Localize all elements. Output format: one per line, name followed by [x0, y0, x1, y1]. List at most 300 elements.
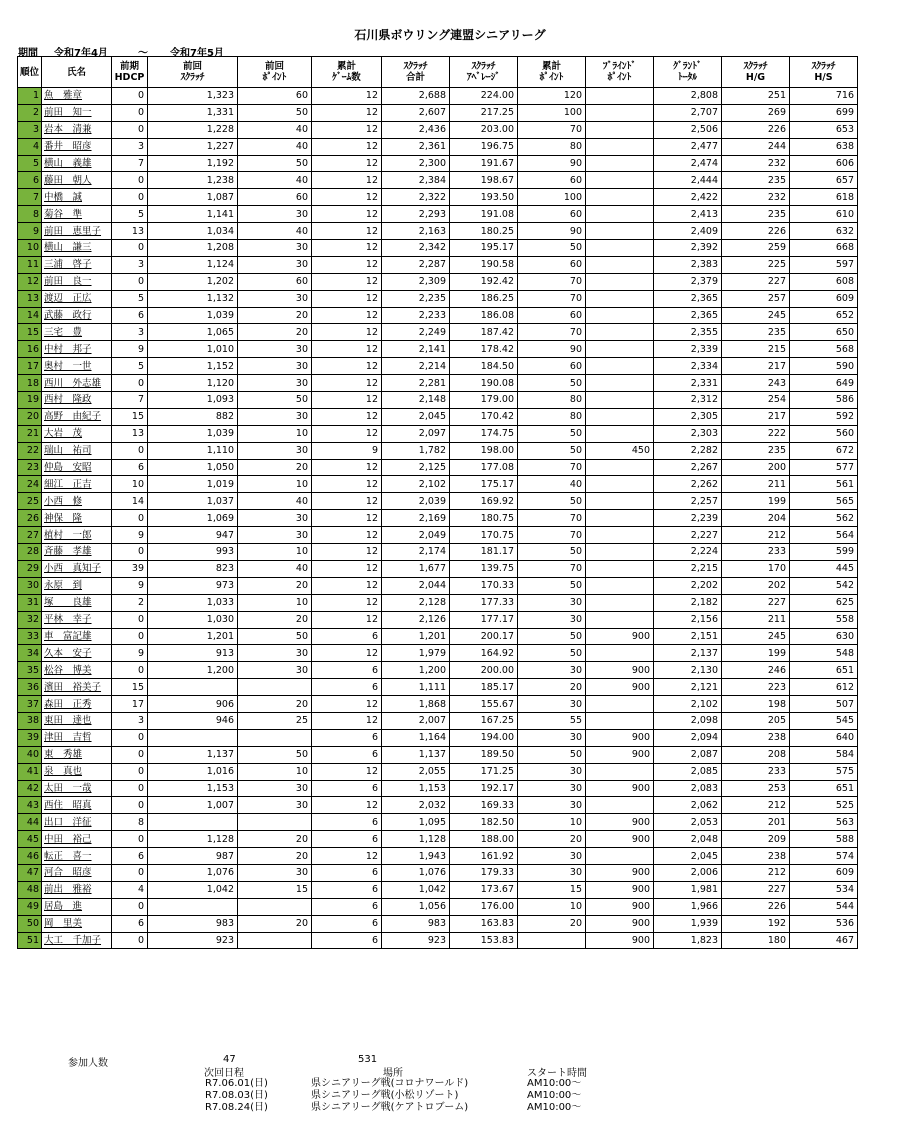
- games-cell: 12: [312, 324, 382, 341]
- point-cell: 50: [518, 493, 586, 510]
- average-cell: 195.17: [450, 240, 518, 257]
- scratch-total-cell: 2,169: [382, 510, 450, 527]
- grand-total-cell: 2,413: [654, 206, 722, 223]
- scratch-total-cell: 2,436: [382, 121, 450, 138]
- prev-point-cell: 40: [238, 121, 312, 138]
- point-cell: 30: [518, 864, 586, 881]
- grand-total-cell: 2,094: [654, 729, 722, 746]
- table-row: [18, 88, 858, 105]
- name-cell: 永原 到: [42, 577, 112, 594]
- point-cell: 30: [518, 729, 586, 746]
- scratch-total-cell: 1,042: [382, 881, 450, 898]
- prev-scratch-cell: 1,128: [148, 831, 238, 848]
- hs-cell: 564: [790, 527, 858, 544]
- prev-point-cell: 30: [238, 375, 312, 392]
- prev-scratch-cell: 946: [148, 712, 238, 729]
- table-row: [18, 476, 858, 493]
- blind-cell: [586, 88, 654, 105]
- hs-cell: 608: [790, 273, 858, 290]
- prev-scratch-cell: 947: [148, 527, 238, 544]
- prev-scratch-cell: 1,120: [148, 375, 238, 392]
- games-cell: 12: [312, 645, 382, 662]
- header-scratch-average: [450, 57, 518, 88]
- point-cell: 80: [518, 408, 586, 425]
- prev-point-cell: 20: [238, 831, 312, 848]
- table-row: [18, 392, 858, 409]
- games-cell: 6: [312, 729, 382, 746]
- blind-cell: [586, 560, 654, 577]
- header-line1: ｸﾞﾗﾝﾄﾞ: [673, 61, 702, 72]
- rank-cell: 25: [18, 493, 42, 510]
- point-cell: 90: [518, 155, 586, 172]
- hs-cell: 699: [790, 104, 858, 121]
- rank-cell: 49: [18, 898, 42, 915]
- name-cell: 前田 知一: [42, 104, 112, 121]
- games-cell: 12: [312, 358, 382, 375]
- grand-total-cell: 2,262: [654, 476, 722, 493]
- rank-cell: 33: [18, 628, 42, 645]
- grand-total-cell: 2,477: [654, 138, 722, 155]
- blind-cell: 900: [586, 746, 654, 763]
- point-cell: 30: [518, 797, 586, 814]
- table-row: [18, 206, 858, 223]
- hs-cell: 640: [790, 729, 858, 746]
- prev-point-cell: 50: [238, 104, 312, 121]
- blind-cell: [586, 611, 654, 628]
- average-cell: 177.17: [450, 611, 518, 628]
- hdcp-cell: 3: [112, 256, 148, 273]
- hdcp-cell: 6: [112, 915, 148, 932]
- header-line1: 前期: [119, 61, 139, 72]
- grand-total-cell: 2,282: [654, 442, 722, 459]
- grand-total-cell: 2,215: [654, 560, 722, 577]
- prev-point-cell: 60: [238, 273, 312, 290]
- prev-scratch-cell: 1,042: [148, 881, 238, 898]
- scratch-total-cell: 2,249: [382, 324, 450, 341]
- grand-total-cell: 2,062: [654, 797, 722, 814]
- blind-cell: [586, 375, 654, 392]
- hs-cell: 548: [790, 645, 858, 662]
- blind-cell: [586, 223, 654, 240]
- hdcp-cell: 0: [112, 780, 148, 797]
- grand-total-cell: 1,939: [654, 915, 722, 932]
- table-row: [18, 814, 858, 831]
- prev-point-cell: 10: [238, 763, 312, 780]
- average-cell: 187.42: [450, 324, 518, 341]
- hg-cell: 212: [722, 797, 790, 814]
- table-header: [18, 57, 858, 88]
- prev-scratch-cell: 1,065: [148, 324, 238, 341]
- grand-total-cell: 2,808: [654, 88, 722, 105]
- table-row: [18, 679, 858, 696]
- average-cell: 153.83: [450, 932, 518, 949]
- prev-scratch-cell: 1,016: [148, 763, 238, 780]
- hg-cell: 259: [722, 240, 790, 257]
- grand-total-cell: 2,048: [654, 831, 722, 848]
- ranking-table: [17, 56, 858, 949]
- rank-cell: 9: [18, 223, 42, 240]
- prev-scratch-cell: 1,124: [148, 256, 238, 273]
- period-from: 令和7年4月: [54, 48, 108, 59]
- prev-scratch-cell: 987: [148, 848, 238, 865]
- schedule-date: R7.06.01(日): [205, 1078, 268, 1089]
- games-cell: 12: [312, 155, 382, 172]
- grand-total-cell: 2,130: [654, 662, 722, 679]
- hdcp-cell: 4: [112, 881, 148, 898]
- hdcp-cell: 5: [112, 290, 148, 307]
- grand-total-cell: 2,305: [654, 408, 722, 425]
- prev-point-cell: 30: [238, 780, 312, 797]
- name-cell: 武藤 政行: [42, 307, 112, 324]
- name-cell: 津田 吉哲: [42, 729, 112, 746]
- prev-scratch-cell: 973: [148, 577, 238, 594]
- blind-cell: [586, 324, 654, 341]
- rank-cell: 39: [18, 729, 42, 746]
- point-cell: 70: [518, 527, 586, 544]
- prev-scratch-cell: 913: [148, 645, 238, 662]
- hs-cell: 652: [790, 307, 858, 324]
- participants-label: 参加人数: [68, 1058, 108, 1069]
- point-cell: 50: [518, 746, 586, 763]
- hs-cell: 558: [790, 611, 858, 628]
- point-cell: 10: [518, 814, 586, 831]
- hs-cell: 590: [790, 358, 858, 375]
- table-row: [18, 155, 858, 172]
- prev-scratch-cell: 1,323: [148, 88, 238, 105]
- hdcp-cell: 0: [112, 273, 148, 290]
- hdcp-cell: 9: [112, 341, 148, 358]
- point-cell: 60: [518, 256, 586, 273]
- hg-cell: 235: [722, 442, 790, 459]
- average-cell: 186.08: [450, 307, 518, 324]
- prev-scratch-cell: 1,201: [148, 628, 238, 645]
- grand-total-cell: 2,267: [654, 459, 722, 476]
- point-cell: 100: [518, 189, 586, 206]
- games-cell: 12: [312, 594, 382, 611]
- hs-cell: 568: [790, 341, 858, 358]
- hdcp-cell: 0: [112, 864, 148, 881]
- hdcp-cell: 0: [112, 898, 148, 915]
- games-cell: 12: [312, 375, 382, 392]
- prev-point-cell: 20: [238, 915, 312, 932]
- table-row: [18, 121, 858, 138]
- hs-cell: 651: [790, 780, 858, 797]
- point-cell: 60: [518, 206, 586, 223]
- hdcp-cell: 14: [112, 493, 148, 510]
- scratch-total-cell: 2,384: [382, 172, 450, 189]
- rank-cell: 2: [18, 104, 42, 121]
- prev-point-cell: 20: [238, 848, 312, 865]
- rank-cell: 19: [18, 392, 42, 409]
- prev-point-cell: 10: [238, 476, 312, 493]
- games-cell: 6: [312, 864, 382, 881]
- games-cell: 12: [312, 797, 382, 814]
- blind-cell: [586, 696, 654, 713]
- rank-cell: 11: [18, 256, 42, 273]
- blind-cell: 900: [586, 932, 654, 949]
- scratch-total-cell: 1,200: [382, 662, 450, 679]
- grand-total-cell: 2,257: [654, 493, 722, 510]
- header-line1: ｽｸﾗｯﾁ: [811, 61, 836, 72]
- blind-cell: [586, 848, 654, 865]
- schedule-row: [205, 1090, 705, 1102]
- average-cell: 182.50: [450, 814, 518, 831]
- prev-point-cell: [238, 898, 312, 915]
- hs-cell: 672: [790, 442, 858, 459]
- hg-cell: 227: [722, 273, 790, 290]
- games-cell: 12: [312, 459, 382, 476]
- average-cell: 163.83: [450, 915, 518, 932]
- period-label: 期間: [18, 48, 38, 59]
- table-row: [18, 223, 858, 240]
- grand-total-cell: 2,422: [654, 189, 722, 206]
- hg-cell: 222: [722, 425, 790, 442]
- hg-cell: 245: [722, 307, 790, 324]
- table-row: [18, 138, 858, 155]
- prev-point-cell: 10: [238, 544, 312, 561]
- rank-cell: 30: [18, 577, 42, 594]
- hs-cell: 653: [790, 121, 858, 138]
- name-cell: 西住 昭真: [42, 797, 112, 814]
- hs-cell: 562: [790, 510, 858, 527]
- games-cell: 12: [312, 392, 382, 409]
- hdcp-cell: 8: [112, 814, 148, 831]
- name-cell: 細江 正吉: [42, 476, 112, 493]
- prev-scratch-cell: 1,019: [148, 476, 238, 493]
- scratch-total-cell: 2,361: [382, 138, 450, 155]
- hdcp-cell: 7: [112, 155, 148, 172]
- scratch-total-cell: 1,056: [382, 898, 450, 915]
- games-cell: 6: [312, 628, 382, 645]
- scratch-total-cell: 2,045: [382, 408, 450, 425]
- hs-cell: 584: [790, 746, 858, 763]
- table-row: [18, 189, 858, 206]
- table-row: [18, 544, 858, 561]
- average-cell: 179.33: [450, 864, 518, 881]
- hg-cell: 238: [722, 848, 790, 865]
- prev-scratch-cell: [148, 729, 238, 746]
- games-cell: 6: [312, 915, 382, 932]
- blind-cell: [586, 493, 654, 510]
- hg-cell: 243: [722, 375, 790, 392]
- blind-cell: [586, 712, 654, 729]
- prev-point-cell: 30: [238, 240, 312, 257]
- prev-scratch-cell: 1,152: [148, 358, 238, 375]
- prev-point-cell: 30: [238, 206, 312, 223]
- games-cell: 6: [312, 831, 382, 848]
- name-cell: 藤田 朝人: [42, 172, 112, 189]
- rank-cell: 37: [18, 696, 42, 713]
- point-cell: 30: [518, 594, 586, 611]
- hdcp-cell: 0: [112, 88, 148, 105]
- hg-cell: 200: [722, 459, 790, 476]
- hdcp-cell: 5: [112, 206, 148, 223]
- header-line2: ｱﾍﾞﾚｰｼﾞ: [466, 72, 501, 83]
- header-prev-hdcp: [112, 57, 148, 88]
- prev-point-cell: 30: [238, 358, 312, 375]
- average-cell: 177.33: [450, 594, 518, 611]
- blind-cell: 450: [586, 442, 654, 459]
- scratch-total-cell: 2,141: [382, 341, 450, 358]
- scratch-total-cell: 2,097: [382, 425, 450, 442]
- table-row: [18, 240, 858, 257]
- table-row: [18, 104, 858, 121]
- prev-scratch-cell: 1,227: [148, 138, 238, 155]
- average-cell: 186.25: [450, 290, 518, 307]
- hg-cell: 253: [722, 780, 790, 797]
- table-row: [18, 662, 858, 679]
- schedule-row: [205, 1102, 705, 1114]
- schedule-date: R7.08.24(日): [205, 1102, 268, 1113]
- header-line1: 順位: [19, 66, 39, 78]
- prev-point-cell: 20: [238, 459, 312, 476]
- prev-point-cell: 30: [238, 662, 312, 679]
- hg-cell: 205: [722, 712, 790, 729]
- games-cell: 12: [312, 88, 382, 105]
- hdcp-cell: 0: [112, 172, 148, 189]
- name-cell: 三宅 豊: [42, 324, 112, 341]
- header-row: [18, 57, 858, 88]
- rank-cell: 41: [18, 763, 42, 780]
- hg-cell: 235: [722, 206, 790, 223]
- prev-scratch-cell: 1,228: [148, 121, 238, 138]
- games-cell: 12: [312, 290, 382, 307]
- rank-cell: 46: [18, 848, 42, 865]
- hdcp-cell: 0: [112, 375, 148, 392]
- average-cell: 161.92: [450, 848, 518, 865]
- average-cell: 192.42: [450, 273, 518, 290]
- average-cell: 189.50: [450, 746, 518, 763]
- rank-cell: 45: [18, 831, 42, 848]
- prev-point-cell: 20: [238, 611, 312, 628]
- name-cell: 平林 幸子: [42, 611, 112, 628]
- header-line2: 合計: [405, 72, 425, 83]
- games-cell: 12: [312, 256, 382, 273]
- name-cell: 太田 一哉: [42, 780, 112, 797]
- hdcp-cell: 39: [112, 560, 148, 577]
- rank-cell: 24: [18, 476, 42, 493]
- average-cell: 178.42: [450, 341, 518, 358]
- average-cell: 169.92: [450, 493, 518, 510]
- hdcp-cell: 3: [112, 138, 148, 155]
- point-cell: [518, 932, 586, 949]
- hdcp-cell: 9: [112, 645, 148, 662]
- prev-scratch-cell: [148, 898, 238, 915]
- scratch-total-cell: 2,174: [382, 544, 450, 561]
- table-row: [18, 898, 858, 915]
- games-cell: 12: [312, 510, 382, 527]
- average-cell: 198.00: [450, 442, 518, 459]
- header-line1: ｽｸﾗｯﾁ: [471, 61, 496, 72]
- scratch-total-cell: 1,153: [382, 780, 450, 797]
- rank-cell: 43: [18, 797, 42, 814]
- rank-cell: 34: [18, 645, 42, 662]
- grand-total-cell: 2,085: [654, 763, 722, 780]
- average-cell: 180.75: [450, 510, 518, 527]
- games-cell: 12: [312, 544, 382, 561]
- scratch-total-cell: 2,287: [382, 256, 450, 273]
- hdcp-cell: 0: [112, 611, 148, 628]
- blind-cell: 900: [586, 662, 654, 679]
- blind-cell: [586, 290, 654, 307]
- grand-total-cell: 2,083: [654, 780, 722, 797]
- average-cell: 171.25: [450, 763, 518, 780]
- hdcp-cell: 0: [112, 510, 148, 527]
- scratch-total-cell: 1,979: [382, 645, 450, 662]
- hg-cell: 233: [722, 544, 790, 561]
- hs-cell: 545: [790, 712, 858, 729]
- average-cell: 179.00: [450, 392, 518, 409]
- grand-total-cell: 2,355: [654, 324, 722, 341]
- name-cell: 横山 義雄: [42, 155, 112, 172]
- point-cell: 90: [518, 223, 586, 240]
- scratch-total-cell: 2,322: [382, 189, 450, 206]
- hg-cell: 226: [722, 121, 790, 138]
- header-grand-total: [654, 57, 722, 88]
- name-cell: 渡辺 正広: [42, 290, 112, 307]
- hdcp-cell: 0: [112, 831, 148, 848]
- name-cell: 森田 正秀: [42, 696, 112, 713]
- hdcp-cell: 9: [112, 527, 148, 544]
- grand-total-cell: 2,506: [654, 121, 722, 138]
- rank-cell: 3: [18, 121, 42, 138]
- table-row: [18, 493, 858, 510]
- hs-cell: 534: [790, 881, 858, 898]
- hdcp-cell: 6: [112, 459, 148, 476]
- scratch-total-cell: 2,044: [382, 577, 450, 594]
- games-cell: 6: [312, 814, 382, 831]
- name-cell: 濱田 裕美子: [42, 679, 112, 696]
- hs-cell: 544: [790, 898, 858, 915]
- table-row: [18, 780, 858, 797]
- table-row: [18, 645, 858, 662]
- hdcp-cell: 0: [112, 544, 148, 561]
- hs-cell: 630: [790, 628, 858, 645]
- blind-cell: [586, 797, 654, 814]
- table-row: [18, 375, 858, 392]
- grand-total-cell: 2,087: [654, 746, 722, 763]
- prev-scratch-cell: 1,093: [148, 392, 238, 409]
- scratch-total-cell: 2,235: [382, 290, 450, 307]
- prev-point-cell: 30: [238, 797, 312, 814]
- scratch-total-cell: 2,281: [382, 375, 450, 392]
- name-cell: 番井 昭彦: [42, 138, 112, 155]
- header-blind-point: [586, 57, 654, 88]
- hs-cell: 632: [790, 223, 858, 240]
- average-cell: 180.25: [450, 223, 518, 240]
- scratch-total-cell: 2,214: [382, 358, 450, 375]
- average-cell: 200.17: [450, 628, 518, 645]
- header-line1: ﾌﾞﾗｲﾝﾄﾞ: [602, 61, 637, 72]
- hg-cell: 227: [722, 594, 790, 611]
- grand-total-cell: 2,392: [654, 240, 722, 257]
- hg-cell: 217: [722, 408, 790, 425]
- hs-cell: 588: [790, 831, 858, 848]
- table-row: [18, 408, 858, 425]
- blind-cell: [586, 138, 654, 155]
- games-cell: 6: [312, 780, 382, 797]
- prev-point-cell: 40: [238, 138, 312, 155]
- prev-point-cell: 40: [238, 223, 312, 240]
- hg-cell: 244: [722, 138, 790, 155]
- average-cell: 173.67: [450, 881, 518, 898]
- prev-scratch-cell: 1,238: [148, 172, 238, 189]
- average-cell: 203.00: [450, 121, 518, 138]
- prev-scratch-cell: 1,202: [148, 273, 238, 290]
- header-line1: 氏名: [66, 66, 86, 78]
- hs-cell: 592: [790, 408, 858, 425]
- point-cell: 50: [518, 645, 586, 662]
